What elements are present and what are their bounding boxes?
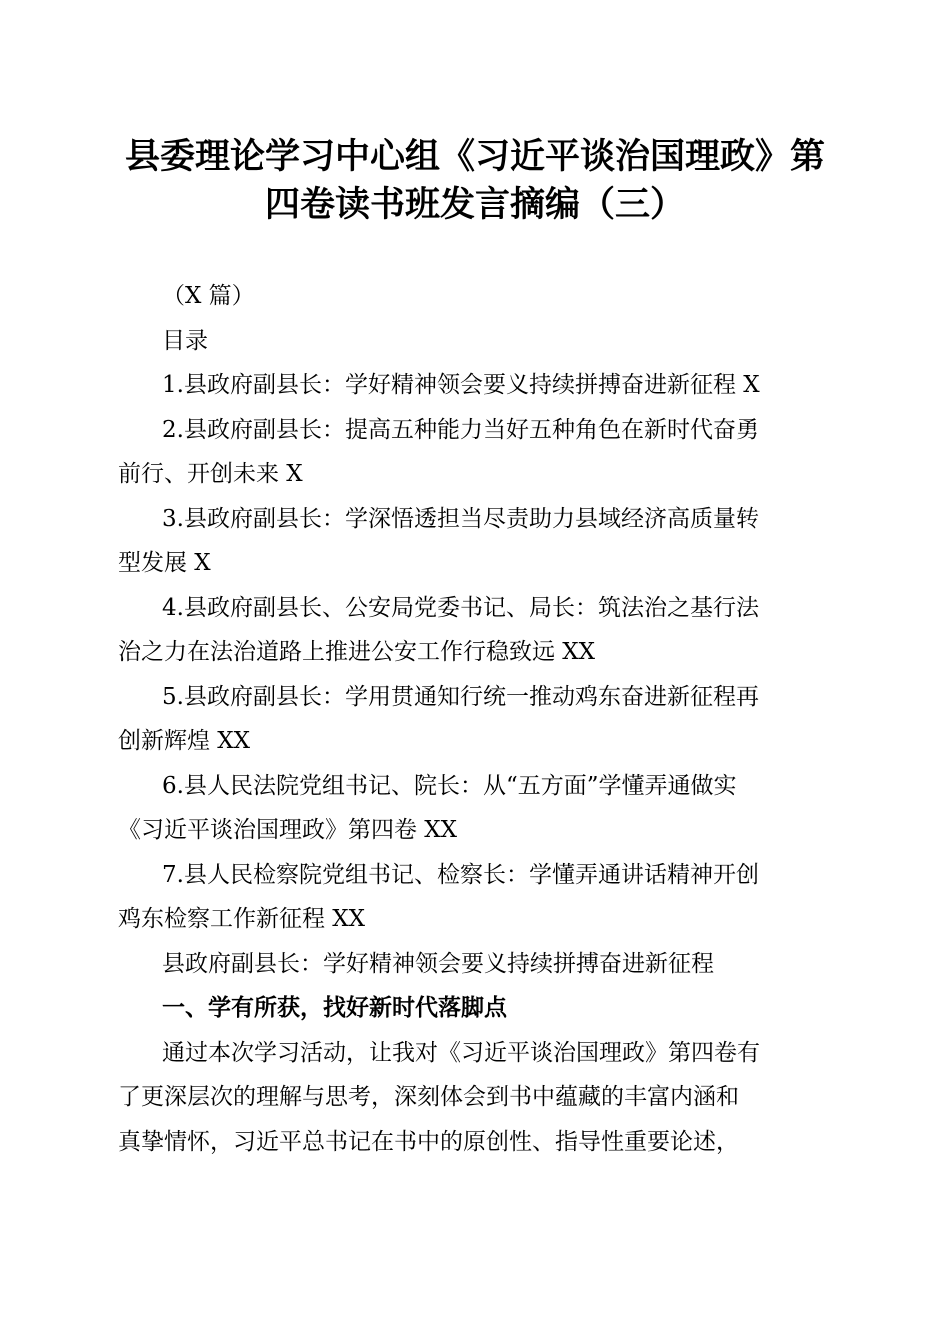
body-line: 通过本次学习活动，让我对《习近平谈治国理政》第四卷有	[162, 1039, 760, 1066]
toc-item-text: 2.县政府副县长：提高五种能力当好五种角色在新时代奋勇	[162, 416, 759, 443]
toc-item	[118, 497, 830, 586]
toc-item-text-cont: 型发展 X	[118, 550, 211, 576]
toc-item-text: 5.县政府副县长：学用贯通知行统一推动鸡东奋进新征程再	[162, 683, 759, 710]
toc-item	[118, 408, 830, 497]
count-note-text: （X 篇）	[162, 283, 255, 309]
toc-item	[118, 853, 830, 942]
toc-item-text-cont: 《习近平谈治国理政》第四卷 XX	[118, 817, 458, 843]
body-line: 真挚情怀，习近平总书记在书中的原创性、指导性重要论述，	[118, 1128, 739, 1155]
toc-label-text: 目录	[162, 327, 208, 354]
speech-title	[118, 942, 830, 987]
speech-title-text: 县政府副县长：学好精神领会要义持续拼搏奋进新征程	[162, 950, 714, 977]
toc-item-text: 4.县政府副县长、公安局党委书记、局长：筑法治之基行法	[162, 594, 759, 621]
toc-item-text-cont: 治之力在法治道路上推进公安工作行稳致远 XX	[118, 639, 596, 665]
title-line-2: 四卷读书班发言摘编（三）	[264, 184, 685, 225]
toc-item-text: 6.县人民法院党组书记、院长：从“五方面”学懂弄通做实	[162, 772, 737, 799]
toc-item-text-cont: 创新辉煌 XX	[118, 728, 251, 754]
toc-item-text-cont: 鸡东检察工作新征程 XX	[118, 906, 366, 932]
toc-item-text-cont: 前行、开创未来 X	[118, 461, 303, 487]
toc-item-text: 1.县政府副县长：学好精神领会要义持续拼搏奋进新征程 X	[162, 372, 760, 398]
section-heading: 一、学有所获，找好新时代落脚点	[162, 995, 507, 1021]
document-body	[118, 274, 830, 1164]
toc-label	[118, 319, 830, 364]
toc-item	[118, 586, 830, 675]
count-note	[118, 274, 830, 319]
toc-item-text: 7.县人民检察院党组书记、检察长：学懂弄通讲话精神开创	[162, 861, 759, 888]
body-paragraph	[118, 1031, 830, 1165]
body-line: 了更深层次的理解与思考，深刻体会到书中蕴藏的丰富内涵和	[118, 1084, 739, 1110]
toc-item	[118, 675, 830, 764]
title-line-1: 县委理论学习中心组《习近平谈治国理政》第	[124, 136, 825, 177]
toc-item	[118, 764, 830, 853]
toc-item-text: 3.县政府副县长：学深悟透担当尽责助力县域经济高质量转	[162, 505, 759, 532]
toc-item	[118, 363, 830, 408]
document-title	[100, 133, 850, 229]
